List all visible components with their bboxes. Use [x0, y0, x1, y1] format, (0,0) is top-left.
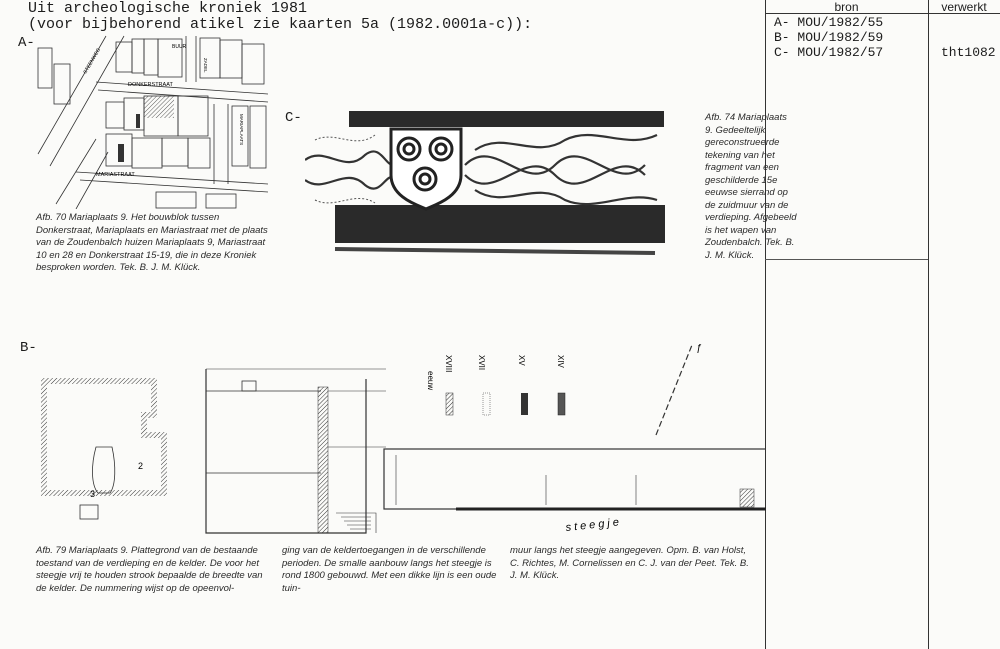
verwerkt-value: tht1082 — [941, 45, 996, 60]
caption-afb79-col1: Afb. 79 Mariaplaats 9. Plattegrond van de bestaande toestand van de verdieping en de kelder. De voor het steegje vrij te houden strook bepaalde de breedte van de kelder. De nummering wijst op de opeenvol- — [36, 545, 263, 594]
map-label-donkerstraat: DONKERSTRAAT — [128, 82, 173, 88]
north-arrow-mark: ƒ — [696, 343, 702, 354]
frieze-bottom-band — [335, 205, 665, 243]
section-label-c: C- — [285, 110, 302, 126]
caption-afb74: Afb. 74 Mariaplaats 9. Gedeeltelijk gereconstrueerde tekening van het fragment van een geschilderde 15e eeuwse sierrand op de zuidmuur van de verdieping. Afgebeeld is het wapen van Zoudenbalch. Tek. B. J. M. Klück. — [705, 112, 797, 261]
column-header-bron: bron — [834, 0, 859, 14]
source-entry-a: A- MOU/1982/55 — [774, 15, 884, 30]
map-label-buur: BUUR — [172, 44, 187, 50]
legend-swatch-xviii — [446, 393, 453, 415]
cellar-number-2: 2 — [138, 461, 144, 471]
legend-label-xiv: XIV — [556, 355, 565, 368]
frieze-figure — [305, 105, 665, 257]
source-entry-b: B- MOU/1982/59 — [774, 30, 884, 45]
legend-swatch-xiv — [558, 393, 565, 415]
narrow-annex-plan — [384, 449, 766, 509]
cellar-plan — [44, 381, 164, 493]
legend-label-eeuw: eeuw — [426, 371, 435, 391]
map-label-mariaplaats: MARIAPLAATS — [239, 114, 244, 146]
map-label-zadel: ZADEL — [203, 58, 208, 73]
column-header-verwerkt: verwerkt — [941, 0, 987, 14]
block-map-figure — [36, 34, 268, 209]
caption-afb70: Afb. 70 Mariaplaats 9. Het bouwblok tussen Donkerstraat, Mariaplaats en Mariastraat met de plaats van de Zoudenbalch huizen Mariaplaats 9, Mariastraat 10 en 28 en Donkerstraat 15-19, die in deze Kroniek besproken worden. Tek. B. J. M. Klück. — [36, 212, 268, 273]
page-heading: Uit archeologische kroniek 1981 — [28, 0, 308, 17]
legend-swatch-xv — [521, 393, 528, 415]
north-arrow-icon — [656, 345, 692, 435]
legend-label-xvii: XVII — [477, 355, 486, 371]
legend-label-xviii: XVIII — [444, 355, 453, 373]
source-entry-c: C- MOU/1982/57 — [774, 45, 884, 60]
section-label-a: A- — [18, 35, 35, 51]
caption-afb79-col3: muur langs het steegje aangegeven. Opm. B. van Holst, C. Richtes, M. Cornelissen en C. J. van der Peet. Tek. B. J. M. Klück. — [510, 545, 749, 581]
map-label-steenweg: STEENWEG — [82, 47, 103, 75]
caption-afb79-col2: ging van de keldertoegangen in de verschillende perioden. De smalle aanbouw langs het steegje is rond 1800 gebouwd. Met een dikke lijn is een oude tuin- — [282, 545, 497, 594]
frieze-top-band — [349, 111, 664, 127]
cellar-number-3: 3 — [90, 489, 96, 499]
floor-plan-figure — [36, 335, 766, 545]
map-label-mariastraat: MARIASTRAAT — [96, 172, 135, 178]
upper-floor-plan — [206, 369, 366, 533]
legend-label-xv: XV — [517, 355, 526, 366]
plan-label-steegje: steegje — [565, 516, 623, 534]
legend-swatch-xvii — [483, 393, 490, 415]
page-subheading: (voor bijbehorend atikel zie kaarten 5a (1982.0001a-c)): — [28, 16, 533, 33]
section-label-b: B- — [20, 340, 37, 356]
table-divider-left — [765, 0, 766, 649]
table-divider-right — [928, 0, 929, 649]
